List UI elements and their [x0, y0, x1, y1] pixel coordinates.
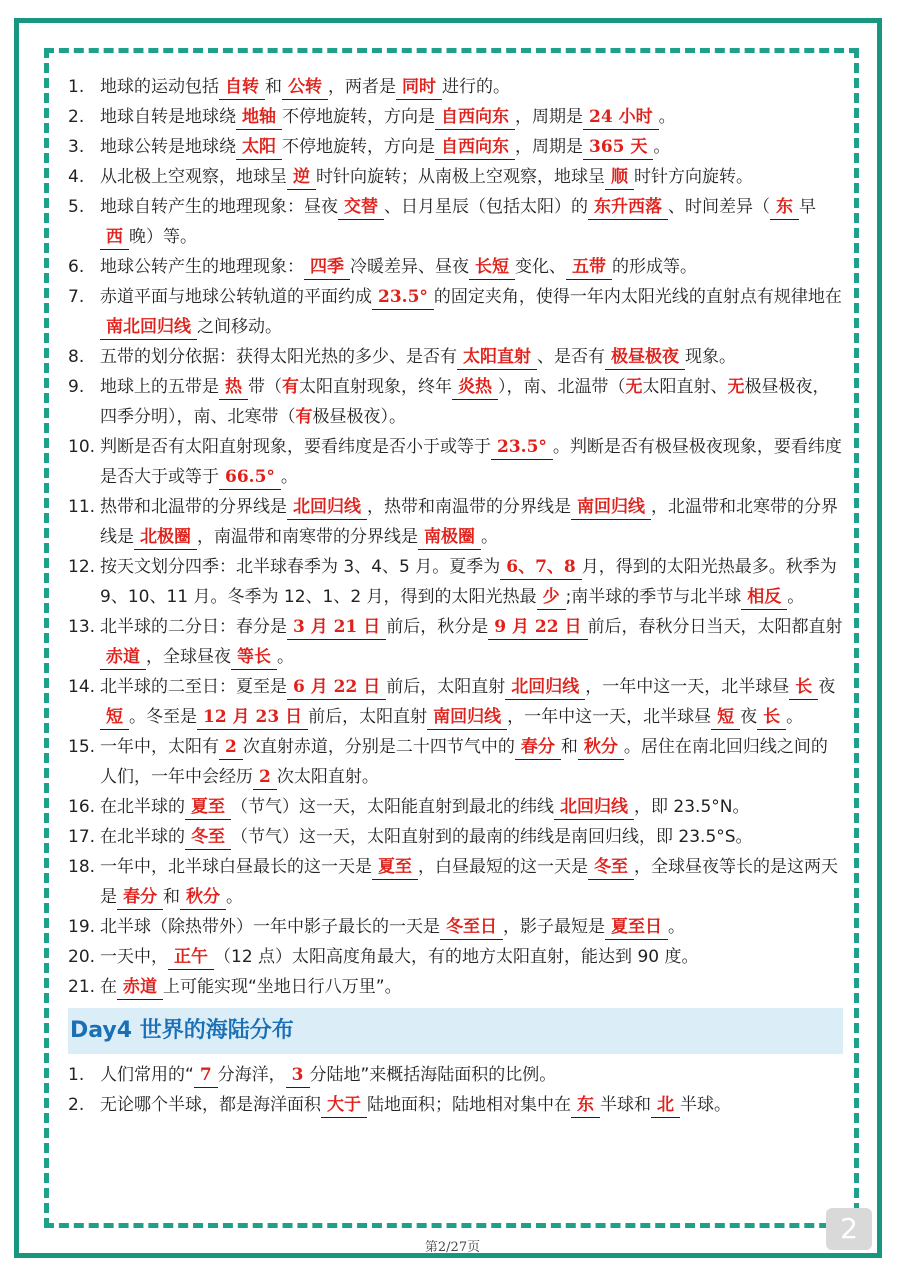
section-heading: [68, 1008, 843, 1054]
static-text: 早: [799, 197, 816, 217]
static-text: 、时间差异（: [668, 197, 770, 217]
answer-blank: 23.5°: [491, 435, 553, 460]
static-text: （节气）这一天，太阳直射到的最南的纬线是南回归线，即 23.5°S。: [231, 827, 753, 847]
item-text: [100, 552, 843, 612]
answer-blank: 夏至: [372, 855, 418, 880]
static-text: 在: [100, 977, 117, 997]
item-number: 18.: [68, 857, 96, 877]
static-text: ，白昼最短的这一天是: [418, 857, 588, 877]
answer-blank: 春分: [117, 885, 163, 910]
page-number-badge[interactable]: 2: [826, 1208, 872, 1250]
static-text: ;南半球的季节与北半球: [565, 587, 742, 607]
static-text: 带（: [248, 377, 282, 397]
static-text: 时针方向旋转。: [634, 167, 753, 187]
document-content: [68, 72, 843, 1120]
static-text: ），南、北温带（: [498, 377, 626, 397]
list-item: [68, 912, 843, 942]
static-text: 。: [277, 647, 294, 667]
item-number: 13.: [68, 617, 96, 637]
item-number: 5.: [68, 197, 85, 217]
answer-blank: 春分: [515, 735, 561, 760]
answer-blank: 自转: [219, 75, 265, 100]
answer-blank: 热: [219, 375, 248, 400]
answer-blank: 顺: [605, 165, 634, 190]
item-text: [100, 852, 843, 912]
static-text: 不停地旋转，方向是: [282, 107, 435, 127]
section-title: Day4 世界的海陆分布: [70, 1018, 294, 1043]
list-item: [68, 612, 843, 672]
item-text: [100, 1060, 843, 1090]
answer-blank: 公转: [282, 75, 328, 100]
static-text: 夜: [740, 707, 758, 727]
item-text: [100, 102, 843, 132]
answer-blank: 秋分: [578, 735, 624, 760]
static-text: 判断是否有太阳直射现象，要看纬度是否小于或等于: [100, 437, 491, 457]
item-text: [100, 822, 843, 852]
static-text: 五带的划分依据：获得太阳光热的多少、是否有: [100, 347, 457, 367]
answer-blank: 同时: [396, 75, 442, 100]
list-item: [68, 732, 843, 792]
static-text: 从北极上空观察，地球呈: [100, 167, 287, 187]
static-text: 。判断是否有极昼极夜现象，要看纬度是否大于或等于: [100, 437, 842, 487]
answer-blank: 等长: [231, 645, 277, 670]
list-item: [68, 132, 843, 162]
list-item: [68, 492, 843, 552]
answer-blank: 四季: [304, 255, 350, 280]
item-number: 1.: [68, 1065, 85, 1085]
static-text: 。: [280, 467, 298, 487]
static-text: 前后，秋分是: [386, 617, 489, 637]
static-text: 晚）等。: [129, 227, 197, 247]
answer-blank: 12 月 23 日: [197, 705, 308, 730]
answer-blank: 6 月 22 日: [287, 675, 386, 700]
answer-blank: 东: [571, 1093, 600, 1118]
answer-inline: 无: [727, 377, 745, 397]
list-item: [68, 672, 843, 732]
item-text: [100, 252, 843, 282]
static-text: 太阳直射、: [642, 377, 728, 397]
static-text: 的固定夹角，使得一年内太阳光线的直射点有规律地在: [433, 287, 842, 307]
static-text: 。: [653, 137, 671, 157]
item-number: 2.: [68, 1095, 85, 1115]
static-text: ，热带和南温带的分界线是: [367, 497, 571, 517]
answer-blank: 2: [253, 765, 277, 790]
static-text: 。: [226, 887, 243, 907]
item-number: 12.: [68, 557, 96, 577]
answer-blank: 赤道: [117, 975, 163, 1000]
answer-blank: 南回归线: [427, 705, 507, 730]
answer-blank: 长: [789, 675, 818, 700]
answer-blank: 太阳: [236, 135, 282, 160]
static-text: 北半球的二分日：春分是: [100, 617, 287, 637]
item-text: [100, 342, 843, 372]
answer-blank: 23.5°: [372, 285, 434, 310]
list-item: [68, 192, 843, 252]
answer-blank: 五带: [566, 255, 612, 280]
static-text: 的形成等。: [612, 257, 697, 277]
static-text: 极昼极夜）。: [312, 407, 406, 427]
list-item: [68, 822, 843, 852]
static-text: 地球的运动包括: [100, 77, 219, 97]
static-text: 不停地旋转，方向是: [282, 137, 435, 157]
answer-blank: 赤道: [100, 645, 146, 670]
static-text: ，一年中这一天，北半球昼: [507, 707, 712, 727]
static-text: 次太阳直射。: [276, 767, 379, 787]
static-text: 人们常用的“: [100, 1065, 194, 1085]
list-item: [68, 342, 843, 372]
item-text: [100, 192, 843, 252]
answer-blank: 短: [711, 705, 740, 730]
static-text: 陆地面积；陆地相对集中在: [367, 1095, 571, 1115]
item-text: [100, 72, 843, 102]
static-text: 地球公转是地球绕: [100, 137, 236, 157]
answer-blank: 短: [100, 705, 129, 730]
static-text: 现象。: [685, 347, 736, 367]
static-text: 。冬至是: [129, 707, 197, 727]
answer-blank: 北回归线: [554, 795, 634, 820]
static-text: 。: [786, 707, 804, 727]
item-text: [100, 282, 843, 342]
item-text: [100, 732, 843, 792]
static-text: 月，得到的太阳光热最多。秋季为 9、10、11 月。冬季为 12、1、2 月，得到的太阳光热最: [100, 557, 837, 607]
static-text: 热带和北温带的分界线是: [100, 497, 287, 517]
answer-blank: 3 月 21 日: [287, 615, 386, 640]
static-text: 和: [163, 887, 180, 907]
static-text: ，北温带和北寒带的分界线是: [100, 497, 838, 547]
static-text: 。: [668, 917, 685, 937]
answer-blank: 东升西落: [588, 195, 668, 220]
static-text: ，即 23.5°N。: [634, 797, 750, 817]
answer-blank: 长: [757, 705, 786, 730]
list-item: [68, 1060, 843, 1090]
static-text: 上可能实现“坐地日行八万里”。: [163, 977, 402, 997]
list-item: [68, 552, 843, 612]
static-text: 。居住在南北回归线之间的人们，一年中会经历: [100, 737, 828, 787]
item-number: 16.: [68, 797, 96, 817]
land-sea-list: [68, 1060, 843, 1120]
static-text: 地球自转产生的地理现象：昼夜: [100, 197, 338, 217]
static-text: 、是否有: [537, 347, 605, 367]
static-text: 在北半球的: [100, 797, 185, 817]
answer-blank: 3: [286, 1063, 310, 1088]
earth-motion-list: [68, 72, 843, 1002]
answer-blank: 太阳直射: [457, 345, 537, 370]
item-text: [100, 972, 843, 1002]
static-text: 时针向旋转；从南极上空观察，地球呈: [316, 167, 605, 187]
answer-blank: 自西向东: [435, 135, 515, 160]
item-number: 20.: [68, 947, 96, 967]
static-text: ，周期是: [515, 137, 583, 157]
list-item: [68, 972, 843, 1002]
static-text: 。: [658, 107, 676, 127]
static-text: 一年中，北半球白昼最长的这一天是: [100, 857, 372, 877]
static-text: ，全球昼夜等长的是这两天是: [100, 857, 838, 907]
static-text: ，周期是: [515, 107, 583, 127]
item-number: 11.: [68, 497, 96, 517]
item-text: [100, 1090, 843, 1120]
list-item: [68, 102, 843, 132]
static-text: 极昼极夜，四季分明），南、北寒带（: [100, 377, 830, 427]
static-text: ，全球昼夜: [146, 647, 231, 667]
item-number: 1.: [68, 77, 85, 97]
static-text: 分海洋，: [217, 1065, 286, 1085]
answer-inline: 有: [295, 407, 313, 427]
list-item: [68, 72, 843, 102]
static-text: ，影子最短是: [503, 917, 605, 937]
answer-blank: 南极圈: [418, 525, 481, 550]
answer-blank: 7: [194, 1063, 218, 1088]
answer-blank: 24 小时: [583, 105, 659, 130]
item-number: 3.: [68, 137, 85, 157]
item-text: [100, 672, 843, 732]
list-item: [68, 372, 843, 432]
item-text: [100, 162, 843, 192]
page-footer: 第2/27页: [424, 1240, 481, 1255]
item-text: [100, 132, 843, 162]
answer-blank: 交替: [338, 195, 384, 220]
answer-blank: 夏至: [185, 795, 231, 820]
static-text: ，一年中这一天，北半球昼: [585, 677, 790, 697]
answer-blank: 东: [770, 195, 799, 220]
answer-blank: 365 天: [583, 135, 653, 160]
static-text: 次直射赤道，分别是二十四节气中的: [242, 737, 515, 757]
answer-blank: 66.5°: [219, 465, 281, 490]
static-text: 之间移动。: [197, 317, 282, 337]
item-number: 8.: [68, 347, 85, 367]
item-number: 17.: [68, 827, 96, 847]
static-text: 前后，春秋分日当天，太阳都直射: [587, 617, 843, 637]
static-text: 半球。: [680, 1095, 731, 1115]
answer-blank: 逆: [287, 165, 316, 190]
static-text: 冷暖差异、昼夜: [350, 257, 469, 277]
list-item: [68, 252, 843, 282]
static-text: 地球上的五带是: [100, 377, 219, 397]
static-text: 一天中，: [100, 947, 168, 967]
static-text: 按天文划分四季：北半球春季为 3、4、5 月。夏季为: [100, 557, 501, 577]
static-text: 北半球的二至日：夏至是: [100, 677, 287, 697]
answer-blank: 北回归线: [505, 675, 585, 700]
answer-inline: 无: [625, 377, 643, 397]
list-item: [68, 1090, 843, 1120]
answer-blank: 地轴: [236, 105, 282, 130]
list-item: [68, 942, 843, 972]
static-text: 北半球（除热带外）一年中影子最长的一天是: [100, 917, 440, 937]
item-text: [100, 372, 843, 432]
item-number: 2.: [68, 107, 85, 127]
static-text: 地球公转产生的地理现象：: [100, 257, 304, 277]
item-text: [100, 792, 843, 822]
item-number: 21.: [68, 977, 96, 997]
answer-blank: 2: [219, 735, 243, 760]
static-text: 进行的。: [442, 77, 510, 97]
static-text: 、日月星辰（包括太阳）的: [384, 197, 588, 217]
static-text: 。: [481, 527, 498, 547]
answer-blank: 正午: [168, 945, 214, 970]
static-text: 变化、: [515, 257, 566, 277]
answer-blank: 南回归线: [571, 495, 651, 520]
item-number: 7.: [68, 287, 85, 307]
item-text: [100, 612, 843, 672]
item-text: [100, 942, 843, 972]
answer-blank: 冬至日: [440, 915, 503, 940]
static-text: 地球自转是地球绕: [100, 107, 236, 127]
answer-blank: 9 月 22 日: [488, 615, 587, 640]
item-number: 6.: [68, 257, 85, 277]
static-text: 和: [560, 737, 578, 757]
answer-blank: 极昼极夜: [605, 345, 685, 370]
list-item: [68, 432, 843, 492]
answer-blank: 自西向东: [435, 105, 515, 130]
answer-blank: 6、7、8: [500, 555, 582, 580]
item-number: 19.: [68, 917, 96, 937]
static-text: 前后，太阳直射: [308, 707, 428, 727]
static-text: ，两者是: [328, 77, 396, 97]
static-text: 夜: [818, 677, 836, 697]
answer-blank: 夏至日: [605, 915, 668, 940]
item-number: 9.: [68, 377, 85, 397]
list-item: [68, 162, 843, 192]
static-text: 前后，太阳直射: [386, 677, 506, 697]
item-text: [100, 492, 843, 552]
answer-blank: 大于: [321, 1093, 367, 1118]
static-text: 和: [265, 77, 282, 97]
answer-blank: 相反: [741, 585, 787, 610]
answer-blank: 长短: [469, 255, 515, 280]
answer-blank: 冬至: [185, 825, 231, 850]
item-number: 14.: [68, 677, 96, 697]
answer-blank: 少: [537, 585, 566, 610]
answer-blank: 北: [651, 1093, 680, 1118]
static-text: （节气）这一天，太阳能直射到最北的纬线: [231, 797, 554, 817]
answer-blank: 北回归线: [287, 495, 367, 520]
static-text: 在北半球的: [100, 827, 185, 847]
item-number: 4.: [68, 167, 85, 187]
answer-blank: 冬至: [588, 855, 634, 880]
answer-inline: 有: [282, 377, 299, 397]
list-item: [68, 852, 843, 912]
static-text: 太阳直射现象，终年: [299, 377, 452, 397]
static-text: 。: [787, 587, 805, 607]
static-text: ，南温带和南寒带的分界线是: [197, 527, 418, 547]
list-item: [68, 792, 843, 822]
static-text: 无论哪个半球，都是海洋面积: [100, 1095, 321, 1115]
answer-blank: 西: [100, 225, 129, 250]
item-number: 10.: [68, 437, 96, 457]
static-text: （12 点）太阳高度角最大，有的地方太阳直射，能达到 90 度。: [214, 947, 699, 967]
answer-blank: 炎热: [452, 375, 498, 400]
answer-blank: 北极圈: [134, 525, 197, 550]
answer-blank: 秋分: [180, 885, 226, 910]
answer-blank: 南北回归线: [100, 315, 197, 340]
list-item: [68, 282, 843, 342]
item-text: [100, 432, 843, 492]
static-text: 赤道平面与地球公转轨道的平面约成: [100, 287, 372, 307]
static-text: 半球和: [600, 1095, 651, 1115]
static-text: 分陆地”来概括海陆面积的比例。: [309, 1065, 557, 1085]
item-text: [100, 912, 843, 942]
item-number: 15.: [68, 737, 96, 757]
static-text: 一年中，太阳有: [100, 737, 219, 757]
